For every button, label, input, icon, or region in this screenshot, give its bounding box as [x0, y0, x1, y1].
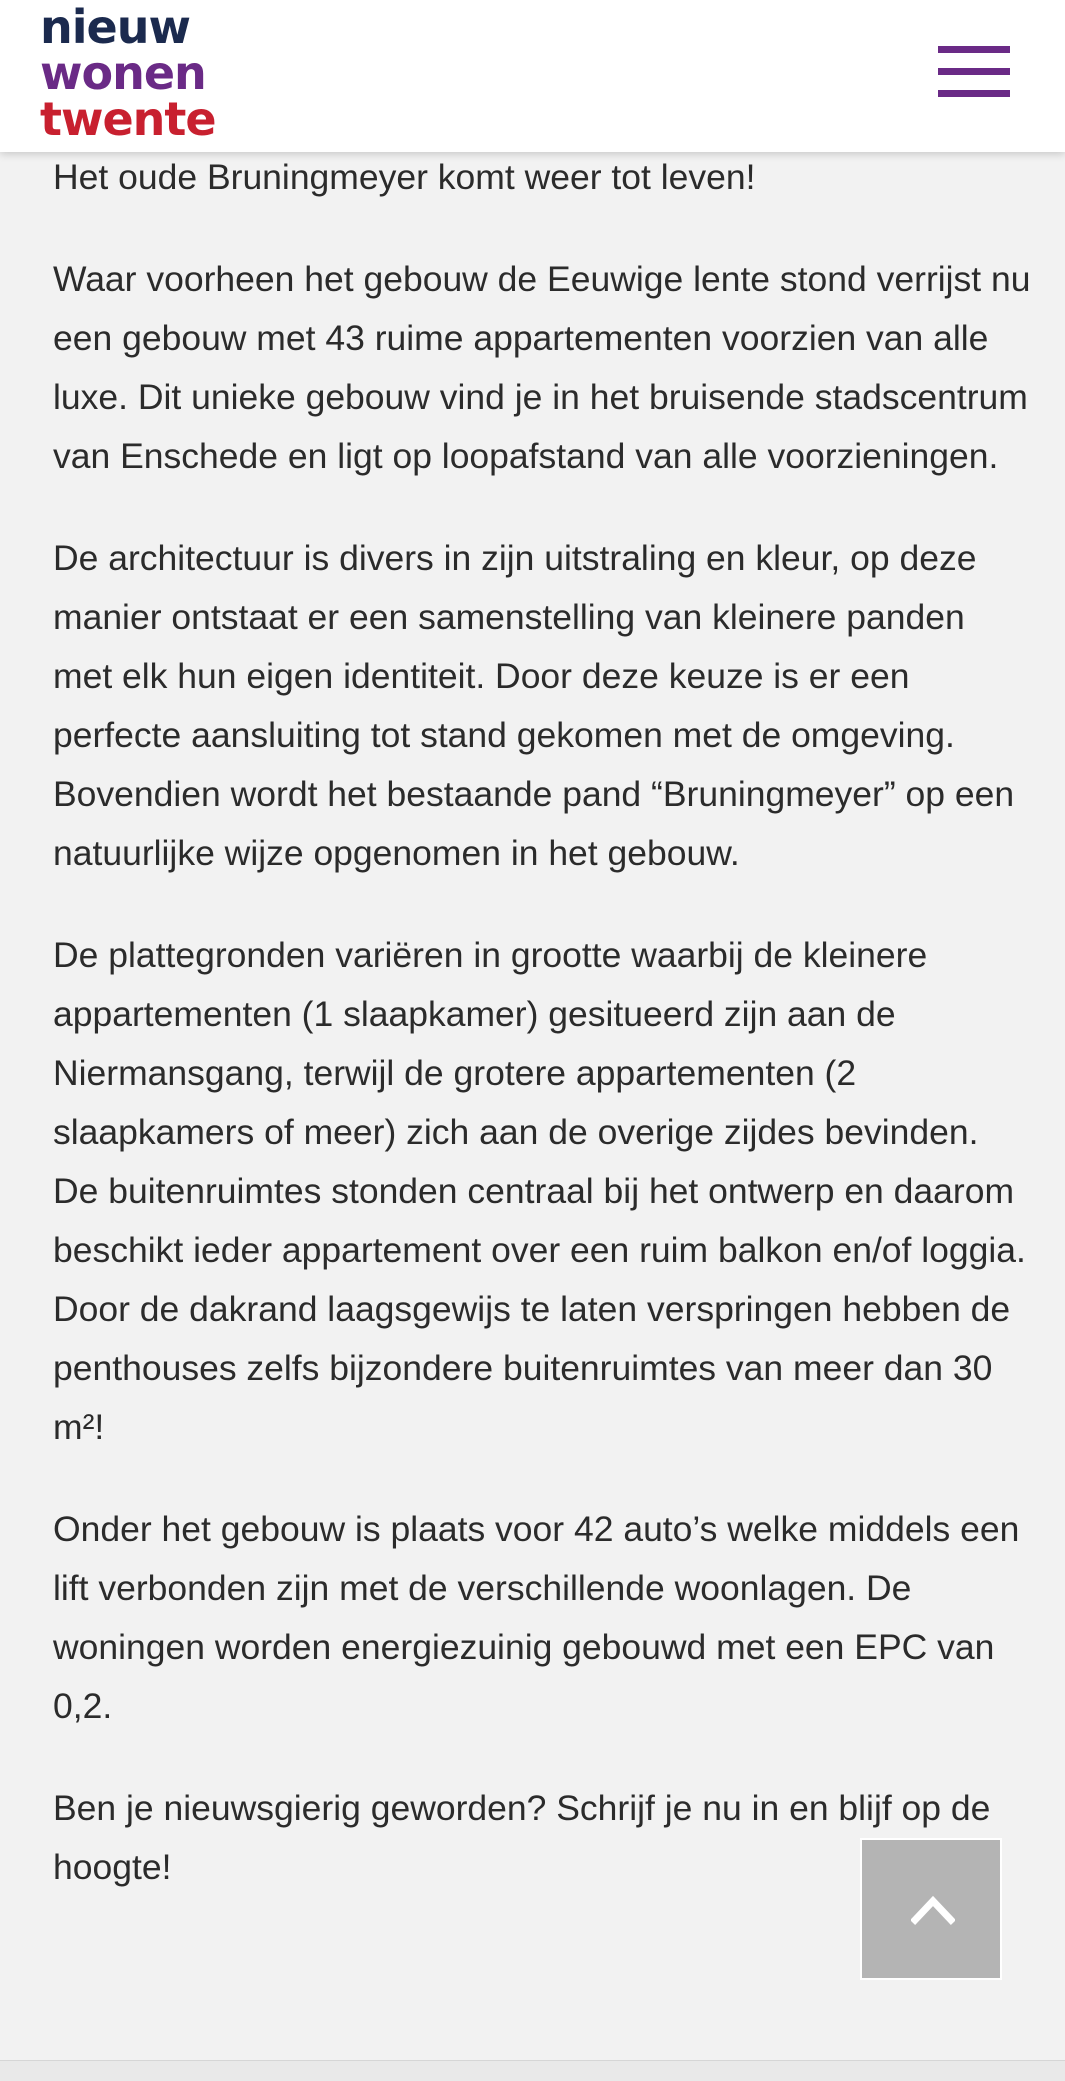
article-content: [53, 148, 1033, 1940]
logo-line-wonen: wonen: [40, 46, 206, 100]
logo-line-twente: twente: [40, 92, 216, 146]
menu-bar-top: [938, 46, 1010, 53]
chevron-up-icon: [911, 1892, 955, 1926]
article-paragraph-parking: Onder het gebouw is plaats voor 42 auto’s welke middels een lift verbonden zijn met de verschillende woonlagen. De woningen worden energiezuinig gebouwd met een EPC van 0,2.: [53, 1509, 1020, 1726]
scroll-to-top-button[interactable]: [860, 1838, 1002, 1980]
article-intro: Het oude Bruningmeyer komt weer tot leven!: [53, 157, 756, 197]
logo-line-nieuw: nieuw: [40, 0, 190, 54]
hamburger-menu-icon[interactable]: [938, 46, 1010, 98]
menu-bar-bottom: [938, 90, 1010, 97]
menu-bar-middle: [938, 68, 1010, 75]
site-header: [0, 0, 1065, 152]
article-paragraph-floorplans: De plattegronden variëren in grootte waarbij de kleinere appartementen (1 slaapkamer) gesitueerd zijn aan de Niermansgang, terwijl de grotere appartementen (2 slaapkamers of meer) zich aan de overige zijdes bevinden. De buitenruimtes stonden centraal bij het ontwerp en daarom beschikt ieder appartement over een ruim balkon en/of loggia. Door de dakrand laagsgewijs te laten verspringen hebben de penthouses zelfs bijzondere buitenruimtes van meer dan 30 m²!: [53, 935, 1026, 1447]
logo[interactable]: [40, 0, 216, 146]
article-paragraph-architecture: De architectuur is divers in zijn uitstraling en kleur, op deze manier ontstaat er een samenstelling van kleinere panden met elk hun eigen identiteit. Door deze keuze is er een perfecte aansluiting tot stand gekomen met de omgeving. Bovendien wordt het bestaande pand “Bruningmeyer” op een natuurlijke wijze opgenomen in het gebouw.: [53, 538, 1015, 873]
article-paragraph-call-to-action: Ben je nieuwsgierig geworden? Schrijf je nu in en blijf op de hoogte!: [53, 1788, 991, 1887]
page-bottom-edge: [0, 2060, 1065, 2081]
article-paragraph-location: Waar voorheen het gebouw de Eeuwige lente stond verrijst nu een gebouw met 43 ruime appartementen voorzien van alle luxe. Dit unieke gebouw vind je in het bruisende stadscentrum van Enschede en ligt op loopafstand van alle voorzieningen.: [53, 259, 1031, 476]
